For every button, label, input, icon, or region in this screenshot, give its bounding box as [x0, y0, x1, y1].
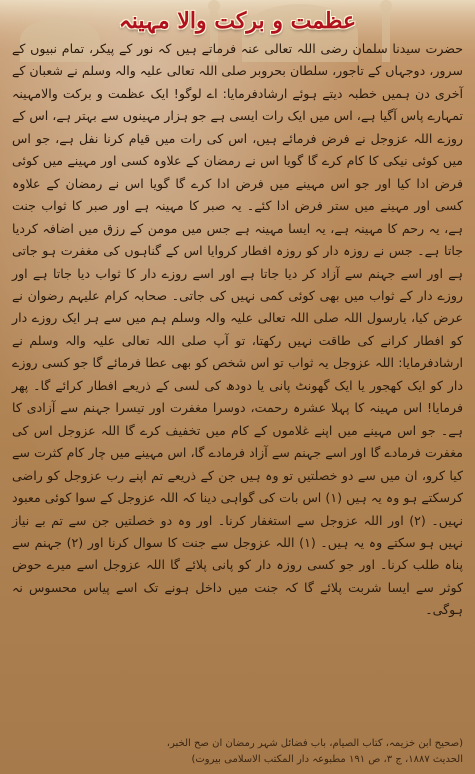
- article-body: [12, 38, 463, 622]
- source-reference: [12, 736, 463, 768]
- page-title: عظمت و برکت والا مہینہ: [118, 8, 357, 34]
- reference-line-2: الحدیث ۱۸۸۷، ج ۳، ص ۱۹۱ مطبوعہ دار المکتب الاسلامی بیروت): [191, 754, 463, 765]
- reference-line-1: (صحیح ابن خزیمہ، کتاب الصیام، باب فضائل شہر رمضان ان صح الخبر،: [166, 738, 463, 749]
- article-paragraph: حضرت سیدنا سلمان رضی اللہ تعالی عنہ فرماتے ہیں کہ نور کے پیکر، تمام نبیوں کے سرور، دوجہاں کے تاجور، سلطان بحروبر صلی اللہ تعالی علیہ والہ وسلم نے شعبان کے آخری دن ہمیں خطبہ دیتے ہوئے ارشادفرمایا: اے لوگو! ایک عظمت و برکت والامہینہ تمہارے پاس آگیا ہے، اس میں ایک رات ایسی ہے جو ہزار مہینوں سے بہتر ہے، اس کے روزے اللہ عزوجل نے فرض فرمائے ہیں، اس کی رات میں قیام کرنا نفل ہے، جو اس میں کوئی نیکی کا کام کرے گا گویا اس نے رمضان کے علاوہ کسی اور مہینے میں کوئی فرض ادا کیا اور جو اس مہینے میں فرض ادا کرے گا گویا اس نے رمضان کے علاوہ کسی اور مہینے میں ستر فرض ادا کئے۔ یہ صبر کا مہینہ ہے اور صبر کا ثواب جنت ہے، یہ رحم کا مہینہ ہے، یہ ایسا مہینہ ہے جس میں مومن کے رزق میں اضافہ کردیا جاتا ہے۔ جس نے روزہ دار کو روزہ افطار کروایا اس کے گناہوں کی مغفرت ہو جاتی ہے اور اسے جہنم سے آزاد کر دیا جاتا ہے اور اسے روزے دار کا ثواب دیا جاتا ہے اور روزے دار کے ثواب میں بھی کوئی کمی نہیں کی جاتی۔ صحابہ کرام علیہم رضوان نے عرض کیا، یارسول اللہ صلی اللہ تعالی علیہ والہ وسلم ہم میں سے ہر ایک روزے دار کو افطار کرانے کی طاقت نہیں رکھتا، تو آپ صلی اللہ تعالی علیہ والہ وسلم نے ارشادفرمایا: اللہ عزوجل یہ ثواب تو اس شخص کو بھی عطا فرمائے گا جو کسی روزے دار کو ایک کھجور یا ایک گھونٹ پانی یا دودھ کی لسی کے ذریعے افطار کرائے گا۔ پھر فرمایا! اس مہینہ کا پہلا عشرہ رحمت، دوسرا مغفرت اور تیسرا جہنم سے آزادی کا ہے۔ جو اس مہینے میں اپنے غلاموں کے کام میں تخفیف کرے گا اللہ عزوجل اس کی مغفرت فرمادے گا اور اسے جہنم سے آزاد فرمادے گا، اس مہینے میں چار کام کثرت سے کیا کرو، ان میں سے دو خصلتیں تو وہ ہیں جن کے ذریعے تم اپنے رب عزوجل کو راضی کرسکتے ہو وہ یہ ہیں (۱) اس بات کی گواہی دینا کہ اللہ عزوجل کے سوا کوئی معبود نہیں۔ (۲) اور اللہ عزوجل سے استغفار کرنا۔ اور وہ دو خصلتیں جن سے تم بے نیاز نہیں ہو سکتے وہ یہ ہیں۔ (۱) اللہ عزوجل سے جنت کا سوال کرنا اور (۲) جہنم سے پناہ طلب کرنا۔ اور جو کسی روزہ دار کو پانی پلائے گا اللہ عزوجل اسے میرے حوض کوثر سے ایسا شربت پلائے گا کہ جنت میں داخل ہونے تک اسے پیاس محسوس نہ ہوگی۔: [12, 41, 463, 618]
